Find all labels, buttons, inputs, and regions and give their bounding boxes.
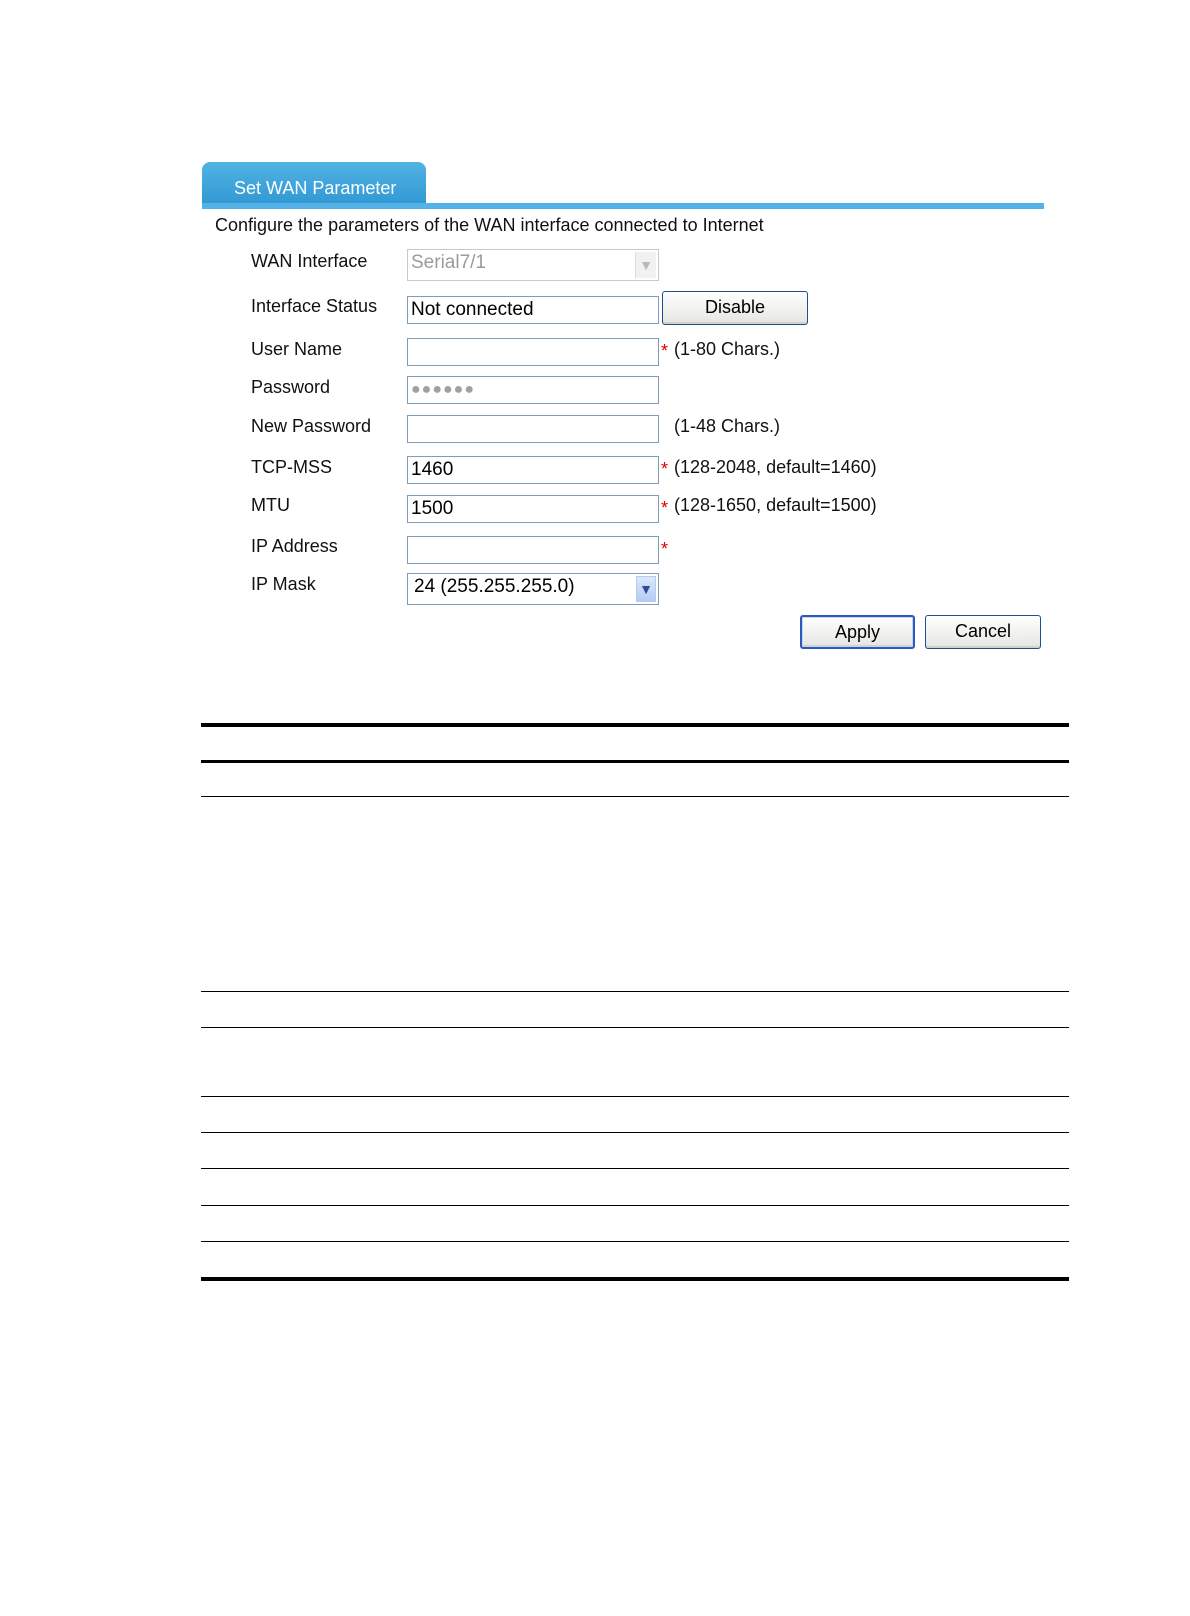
required-marker: * (661, 459, 669, 479)
new-password-hint: (1-48 Chars.) (674, 416, 781, 436)
apply-button[interactable]: Apply (800, 615, 915, 649)
new-password-input[interactable] (407, 415, 659, 443)
table-row-divider (201, 1132, 1069, 1133)
table-row-divider (201, 1241, 1069, 1242)
table-row-divider (201, 1168, 1069, 1169)
table-row-divider (201, 991, 1069, 992)
mtu-hint: (128-1650, default=1500) (674, 495, 877, 515)
ip-mask-label: IP Mask (251, 574, 316, 594)
required-marker: * (661, 539, 669, 559)
disable-button[interactable]: Disable (662, 291, 808, 325)
tcp-mss-hint: (128-2048, default=1460) (674, 457, 877, 477)
ip-address-label: IP Address (251, 536, 338, 556)
required-marker: * (661, 498, 669, 518)
new-password-label: New Password (251, 416, 372, 436)
table-row-divider (201, 796, 1069, 797)
table-row-divider (201, 1027, 1069, 1028)
chevron-down-icon: ▼ (636, 576, 656, 602)
table-top-rule (201, 723, 1069, 727)
table-header-rule (201, 760, 1069, 763)
interface-status-label: Interface Status (251, 296, 378, 316)
ip-mask-select[interactable] (407, 573, 659, 605)
ip-mask-value: 24 (255.255.255.0) (414, 576, 575, 597)
cancel-button[interactable]: Cancel (925, 615, 1041, 649)
interface-status-field: Not connected (407, 296, 659, 324)
user-name-label: User Name (251, 339, 343, 359)
user-name-input[interactable] (407, 338, 659, 366)
wan-interface-label: WAN Interface (251, 251, 368, 271)
password-label: Password (251, 377, 331, 397)
tcp-mss-label: TCP-MSS (251, 457, 332, 477)
required-marker: * (661, 341, 669, 361)
wan-interface-value: Serial7/1 (411, 252, 486, 273)
ip-address-input[interactable] (407, 536, 659, 564)
table-bottom-rule (201, 1277, 1069, 1281)
mtu-input[interactable]: 1500 (407, 495, 659, 523)
page-description: Configure the parameters of the WAN interface connected to Internet (215, 215, 764, 235)
chevron-down-icon: ▼ (635, 252, 656, 278)
tab-underline (202, 203, 1044, 209)
mtu-label: MTU (251, 495, 290, 515)
tcp-mss-input[interactable]: 1460 (407, 456, 659, 484)
password-input[interactable]: ●●●●●● (407, 376, 659, 404)
user-name-hint: (1-80 Chars.) (674, 339, 781, 359)
tab-set-wan-parameter[interactable]: Set WAN Parameter (202, 162, 426, 207)
table-row-divider (201, 1096, 1069, 1097)
table-row-divider (201, 1205, 1069, 1206)
wan-interface-select[interactable] (407, 249, 659, 281)
